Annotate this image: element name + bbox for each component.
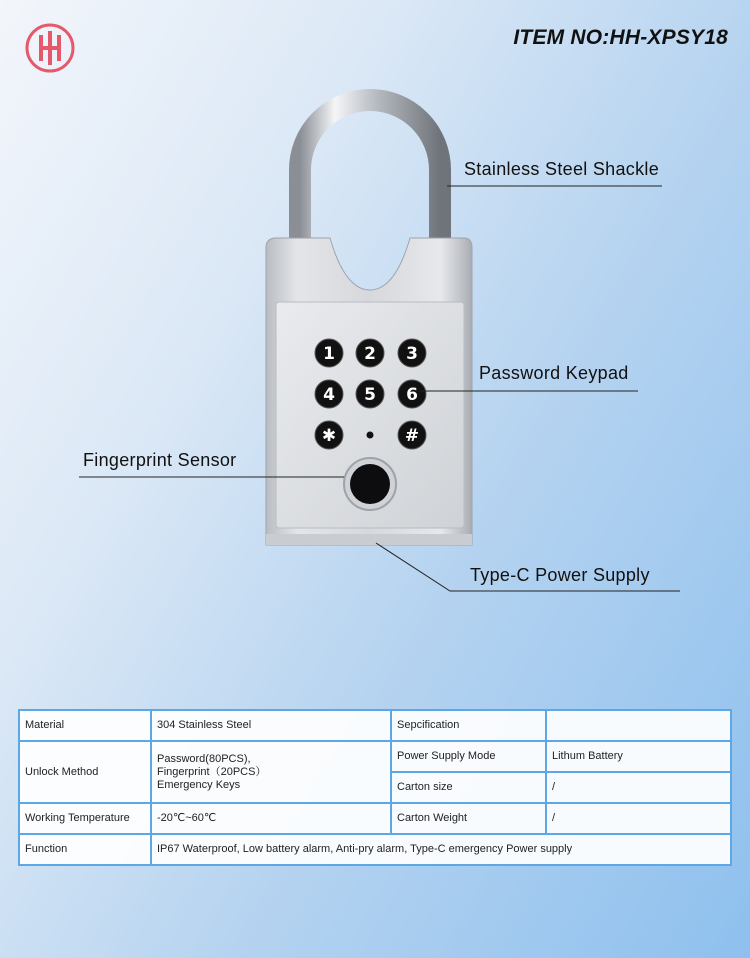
- spec-table: [18, 709, 732, 866]
- keypad-indicator-light: [367, 432, 374, 439]
- table-row: [19, 741, 731, 772]
- table-row: [19, 834, 731, 865]
- power-label: Power Supply Mode: [391, 741, 546, 772]
- keypad-key-label: 1: [323, 344, 335, 364]
- callout-typec: Type-C Power Supply: [470, 565, 650, 585]
- unlock-label: Unlock Method: [19, 741, 151, 803]
- spec-value: [546, 710, 731, 741]
- material-label: Material: [19, 710, 151, 741]
- keypad-key-label: 5: [364, 385, 376, 405]
- table-row: [19, 803, 731, 834]
- password-keypad: [315, 339, 426, 449]
- shackle: [300, 100, 440, 250]
- spec-label: Sepcification: [391, 710, 546, 741]
- keypad-key-label: 6: [406, 385, 418, 405]
- keypad-key-label: 3: [406, 344, 418, 364]
- unlock-value: Password(80PCS), Fingerprint（20PCS） Emergency Keys: [151, 741, 391, 803]
- callout-keypad: Password Keypad: [479, 363, 629, 383]
- temp-label: Working Temperature: [19, 803, 151, 834]
- table-row: [19, 710, 731, 741]
- temp-value: -20℃~60℃: [151, 803, 391, 834]
- callout-shackle: Stainless Steel Shackle: [464, 159, 660, 179]
- keypad-key-label: 2: [364, 344, 376, 364]
- power-value: Lithum Battery: [546, 741, 731, 772]
- item-number: ITEM NO:HH-XPSY18: [513, 26, 728, 49]
- material-value: 304 Stainless Steel: [151, 710, 391, 741]
- carton-size-label: Carton size: [391, 772, 546, 803]
- carton-weight-label: Carton Weight: [391, 803, 546, 834]
- callout-fingerprint: Fingerprint Sensor: [83, 450, 237, 470]
- keypad-key-label: 4: [323, 385, 335, 405]
- function-value: IP67 Waterproof, Low battery alarm, Anti-pry alarm, Type-C emergency Power supply: [151, 834, 731, 865]
- carton-weight-value: /: [546, 803, 731, 834]
- carton-size-value: /: [546, 772, 731, 803]
- function-label: Function: [19, 834, 151, 865]
- keypad-key-label: #: [404, 426, 420, 446]
- keypad-key-label: ✱: [321, 426, 337, 446]
